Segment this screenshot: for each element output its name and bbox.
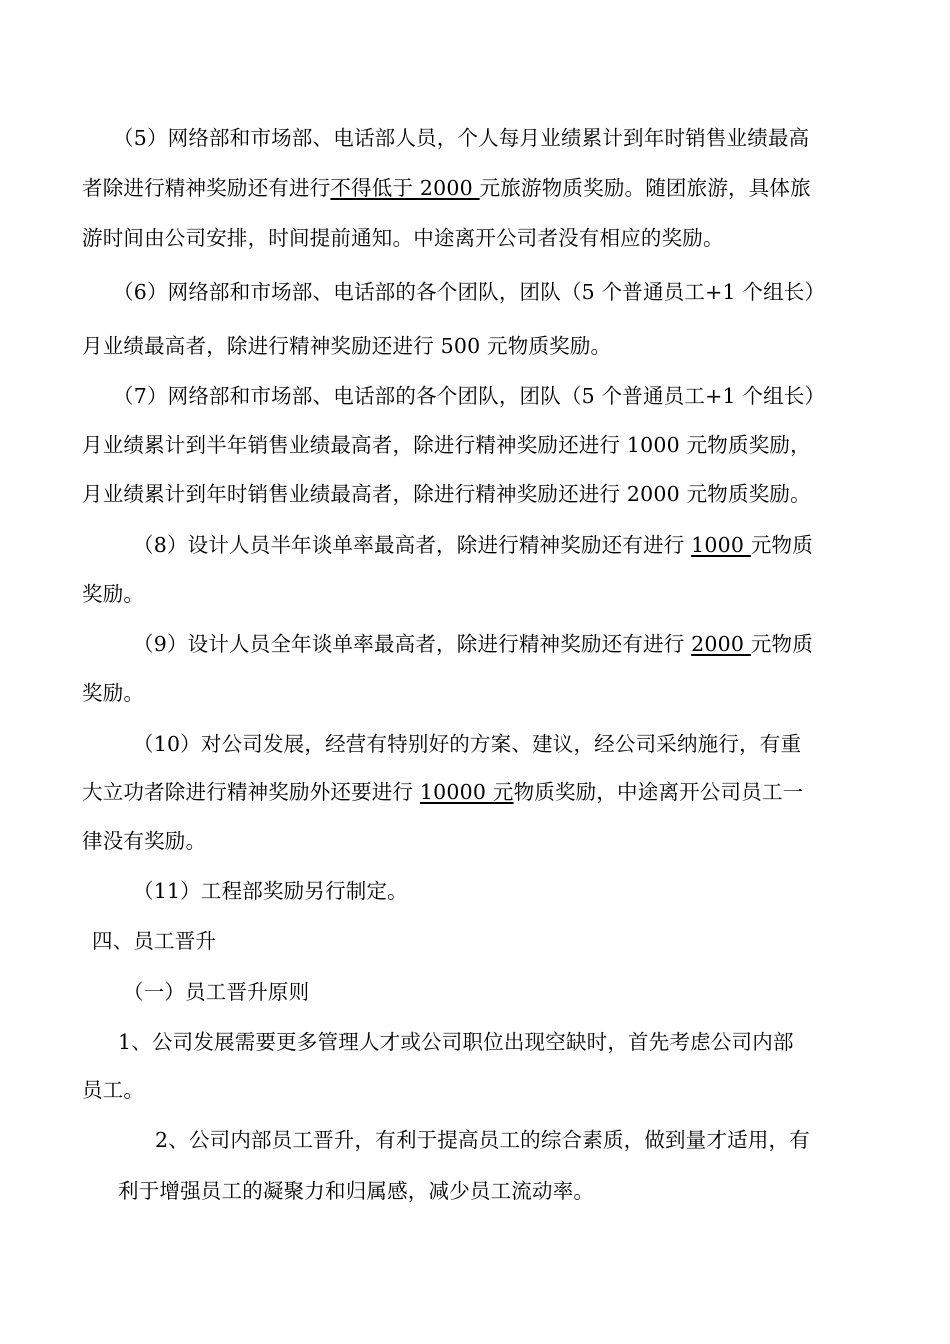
- paragraph-5-line-3: 游时间由公司安排，时间提前通知。中途离开公司者没有相应的奖励。: [82, 226, 724, 250]
- section-heading: 四、员工晋升: [92, 929, 217, 953]
- text-span: 者除进行精神奖励还有进行: [82, 176, 331, 200]
- paragraph-10-line-2: [82, 780, 882, 804]
- paragraph-6-line-1: （6）网络部和市场部、电话部的各个团队，团队（5 个普通员工+1 个组长）: [113, 280, 826, 304]
- paragraph-11-line-1: （11）工程部奖励另行制定。: [133, 879, 408, 903]
- paragraph-7-line-2: 月业绩累计到半年销售业绩最高者，除进行精神奖励还进行 1000 元物质奖励，: [82, 433, 811, 457]
- text-span: （8）设计人员半年谈单率最高者，除进行精神奖励还有进行: [133, 533, 692, 557]
- paragraph-10-line-3: 律没有奖励。: [82, 829, 207, 853]
- text-span: （9）设计人员全年谈单率最高者，除进行精神奖励还有进行: [133, 632, 692, 656]
- underlined-amount: 不得低于 2000: [330, 176, 480, 200]
- text-span: 元物质: [750, 632, 813, 656]
- paragraph-8-line-2: 奖励。: [82, 582, 145, 606]
- underlined-amount: 1000: [691, 533, 751, 557]
- text-span: 元旅游物质奖励。随团旅游，具体旅: [479, 176, 811, 200]
- paragraph-7-line-1: （7）网络部和市场部、电话部的各个团队，团队（5 个普通员工+1 个组长）: [113, 384, 826, 408]
- underlined-amount: 2000: [691, 632, 751, 656]
- paragraph-9-line-2: 奖励。: [82, 681, 145, 705]
- paragraph-9-line-1: [133, 632, 933, 656]
- text-span: 元物质: [750, 533, 813, 557]
- text-span: 物质奖励，中途离开公司员工一: [513, 780, 804, 804]
- principle-1-line-1: 1、公司发展需要更多管理人才或公司职位出现空缺时，首先考虑公司内部: [118, 1030, 794, 1054]
- text-span: 大立功者除进行精神奖励外还要进行: [82, 780, 420, 804]
- principle-2-line-1: 2、公司内部员工晋升，有利于提高员工的综合素质，做到量才适用，有: [155, 1128, 810, 1152]
- paragraph-10-line-1: （10）对公司发展，经营有特别好的方案、建议，经公司采纳施行，有重: [133, 732, 802, 756]
- underlined-amount: 10000 元: [419, 780, 514, 804]
- paragraph-5-line-1: （5）网络部和市场部、电话部人员，个人每月业绩累计到年时销售业绩最高: [113, 126, 810, 150]
- paragraph-6-line-2: 月业绩最高者，除进行精神奖励还进行 500 元物质奖励。: [82, 334, 612, 358]
- principle-1-line-2: 员工。: [82, 1078, 145, 1102]
- paragraph-8-line-1: [133, 533, 933, 557]
- subsection-heading: （一）员工晋升原则: [123, 980, 310, 1004]
- principle-2-line-2: 利于增强员工的凝聚力和归属感，减少员工流动率。: [118, 1179, 595, 1203]
- paragraph-7-line-3: 月业绩累计到年时销售业绩最高者，除进行精神奖励还进行 2000 元物质奖励。: [82, 482, 811, 506]
- paragraph-5-line-2: [82, 176, 882, 200]
